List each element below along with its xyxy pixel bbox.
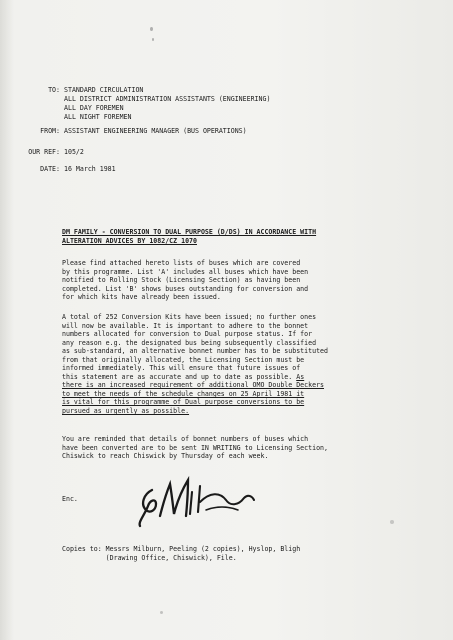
para-line: A total of 252 Conversion Kits have been issued; no further ones [62,313,317,321]
scan-speck [152,38,154,41]
para-line [62,373,328,382]
copies-list [62,545,300,563]
subject-heading [62,228,316,246]
paragraph-1 [62,259,308,302]
paragraph-2 [62,313,328,416]
copies-line: (Drawing Office, Chiswick), File. [62,553,237,562]
underlined-text: As [296,372,305,381]
date-label: DATE: [40,165,60,173]
para-line: Please find attached hereto lists of buses which are covered [62,259,301,267]
to-line: ALL DAY FOREMEN [64,103,124,112]
scan-speck [160,611,163,614]
para-line: any reason e.g. the designated bus being subsequently classified [62,338,317,347]
scan-speck [390,520,394,524]
to-recipients [64,86,270,122]
para-line: for which kits have already been issued. [62,293,221,302]
para-line: You are reminded that details of bonnet numbers of buses which [62,435,309,443]
para-text: this statement are as accurate and up to date as possible. [62,372,293,381]
para-line: numbers allocated for conversion to Dual purpose status. If for [62,330,313,339]
para-line: Chiswick to reach Chiswick by Thursday of each week. [62,452,269,461]
subject-line: ALTERATION ADVICES BY 1082/CZ 1070 [62,237,197,245]
to-line: ALL NIGHT FOREMEN [64,112,132,121]
ref-label: OUR REF: [28,148,60,156]
para-line: as sub-standard, an alternative bonnet number has to be substituted [62,347,328,356]
underlined-line: pursued as urgently as possible. [62,407,190,416]
underlined-line: is vital for this programme of Dual purpose conversions to be [62,398,305,407]
para-line: from that originally allocated, the Licensing Section must be [62,355,305,364]
subject-line: DM FAMILY - CONVERSION TO DUAL PURPOSE (D/DS) IN ACCORDANCE WITH [62,228,317,236]
para-line: by this programme. List 'A' includes all buses which have been [62,267,309,276]
para-line: informed immediately. This will ensure that future issues of [62,364,301,373]
para-line: have been converted are to be sent IN WRITING to Licensing Section, [62,443,328,452]
to-line: STANDARD CIRCULATION [64,86,144,94]
scan-speck [150,27,153,31]
para-line: completed. List 'B' shows buses outstanding for conversion and [62,284,309,293]
underlined-line: to meet the needs of the schedule changes on 25 April 1981 it [62,389,305,398]
paragraph-3 [62,435,328,461]
to-label: TO: [48,86,60,94]
underlined-line: there is an increased requirement of additional OMO Double Deckers [62,381,325,390]
to-line: ALL DISTRICT ADMINISTRATION ASSISTANTS (ENGINEERING) [64,94,271,103]
ref-value: 105/2 [64,148,84,156]
copies-line: Copies to: Messrs Milburn, Peeling (2 copies), Hyslop, Bligh [62,545,301,553]
enclosure-label: Enc. [62,495,78,503]
from-label: FROM: [40,127,60,135]
handwritten-signature [130,470,258,528]
para-line: notified to Rolling Stock (Licensing Section) as having been [62,276,301,285]
para-line: will now be available. It is important to adhere to the bonnet [62,321,309,330]
date-value: 16 March 1981 [64,165,116,173]
from-value: ASSISTANT ENGINEERING MANAGER (BUS OPERATIONS) [64,127,247,135]
